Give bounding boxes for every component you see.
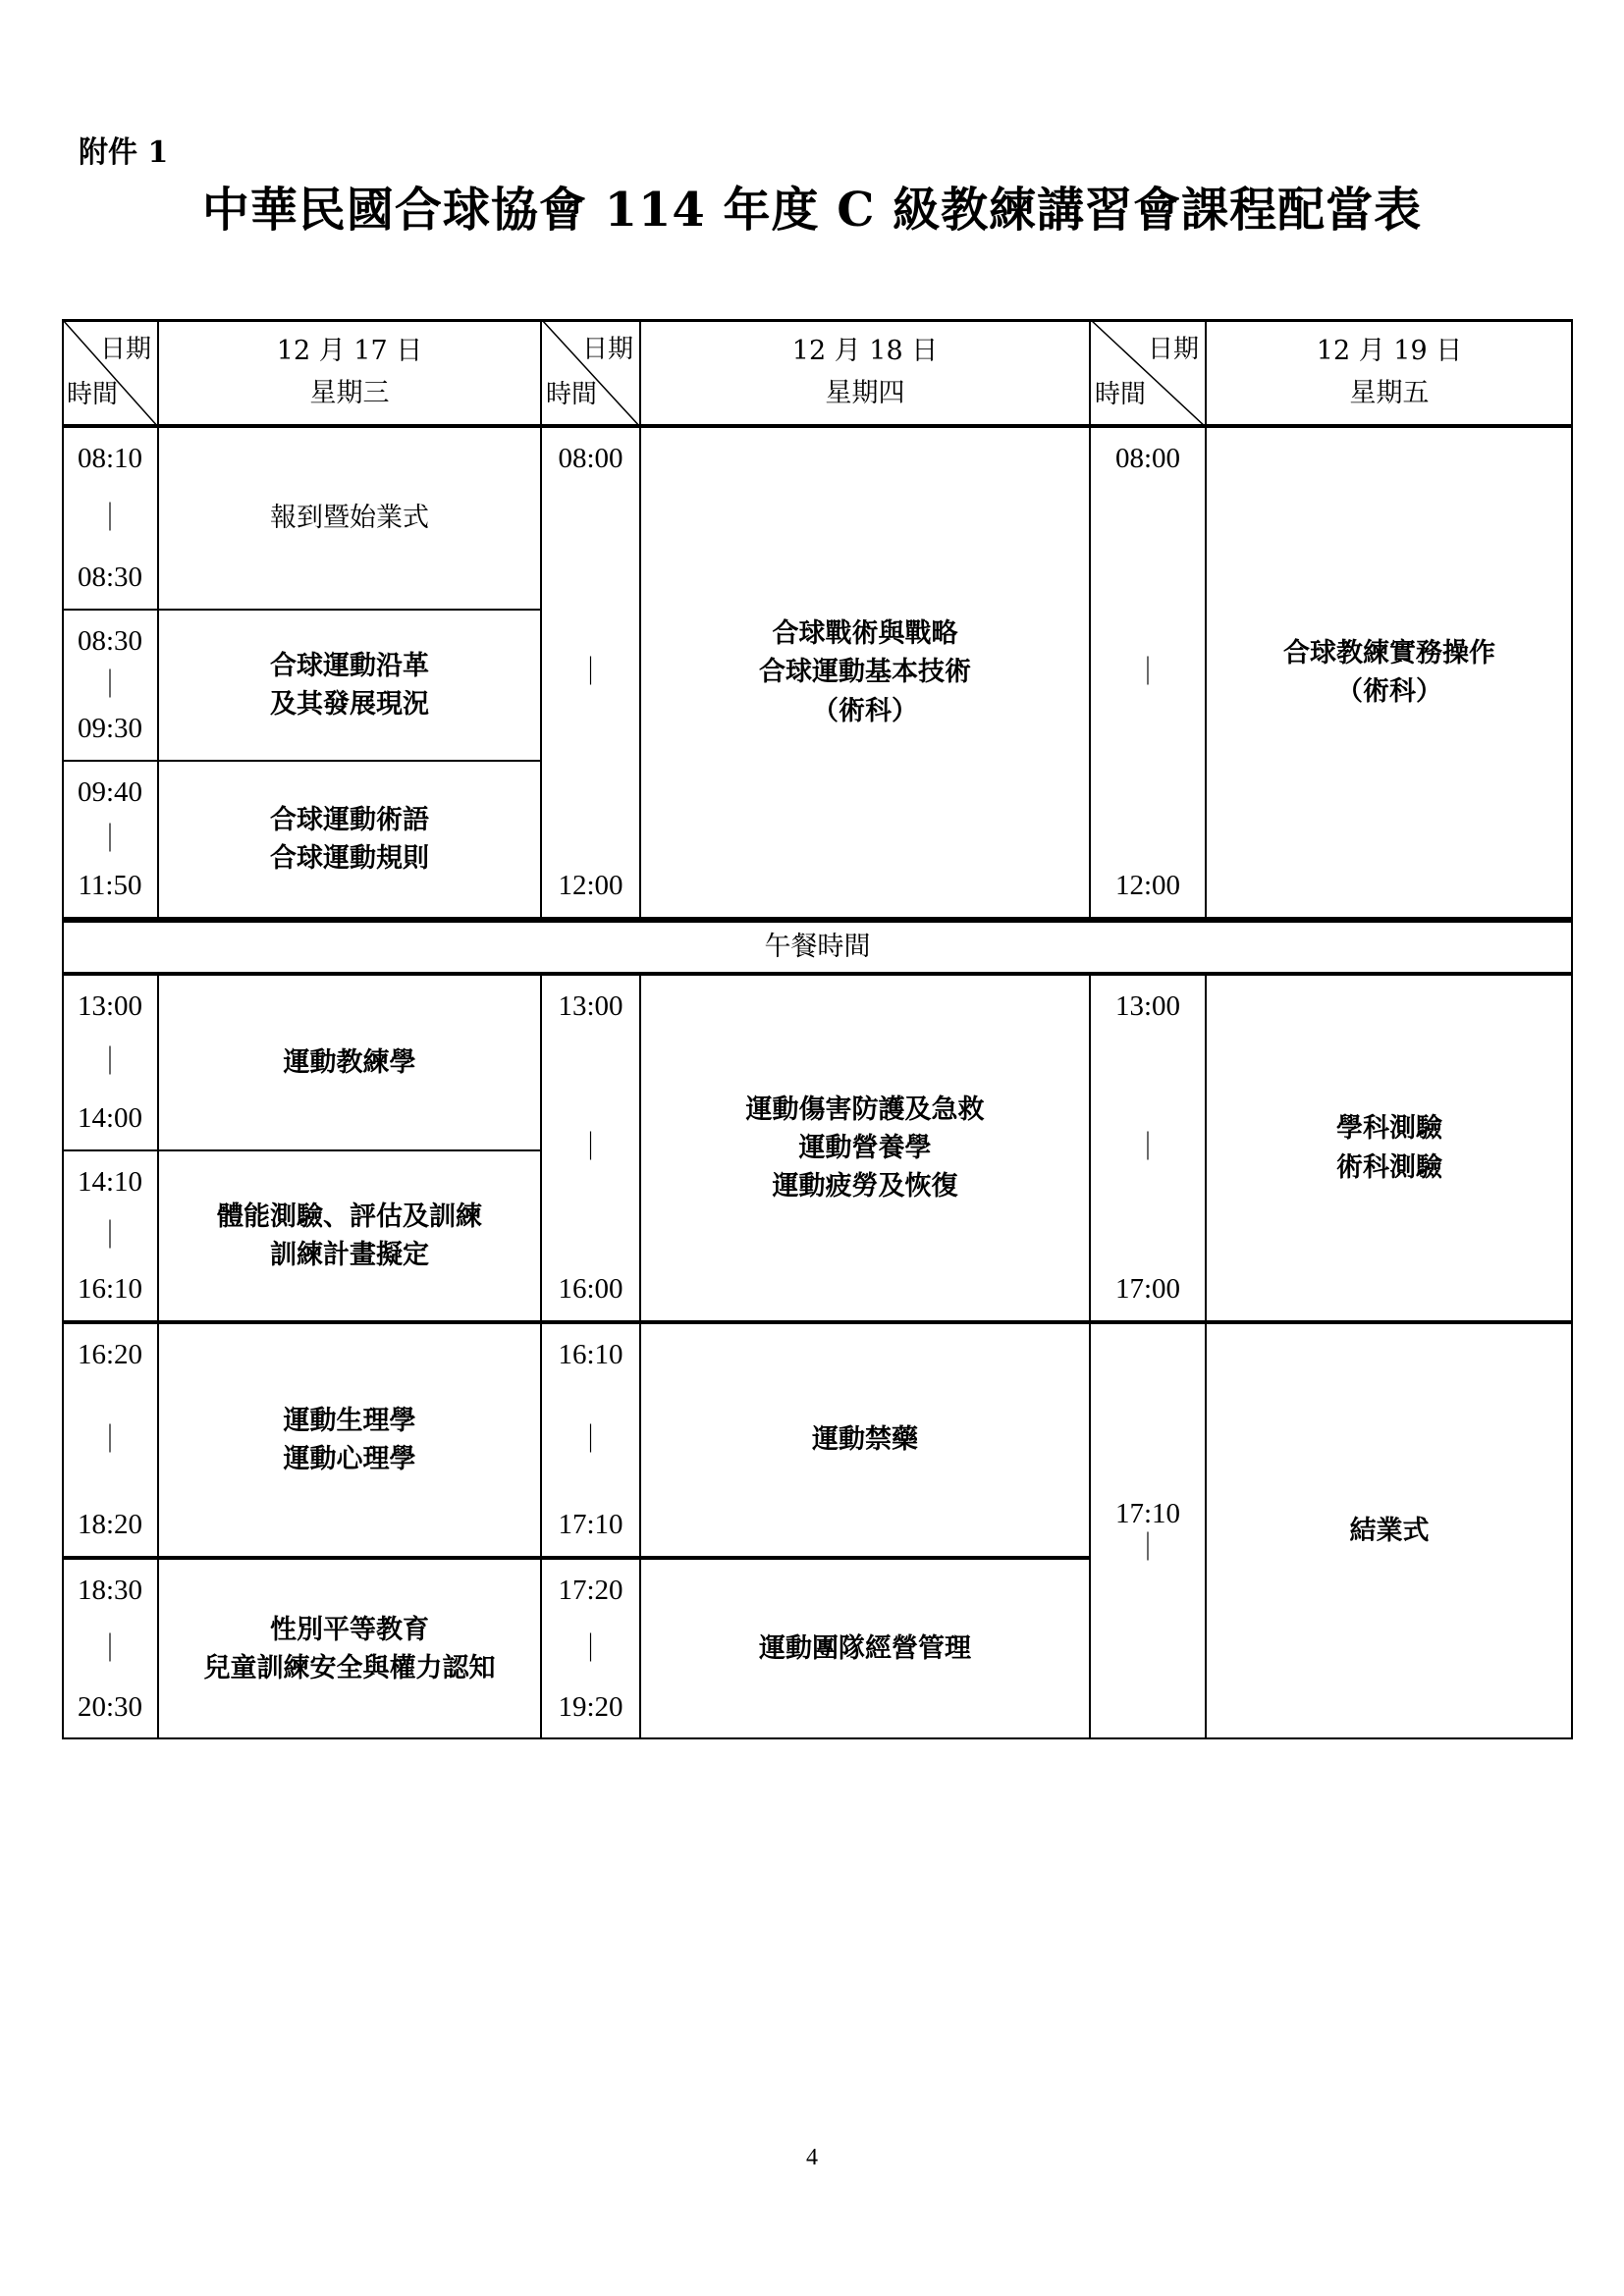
course-name: 運動團隊經營管理: [759, 1633, 971, 1665]
time-slot: [1090, 427, 1206, 920]
time-slot: [62, 1559, 158, 1739]
day-weekday: 星期五: [1349, 377, 1430, 408]
time-start: 08:10: [77, 443, 143, 474]
time-start: 13:00: [1114, 990, 1181, 1022]
day-header: [158, 319, 541, 427]
time-end: 19:20: [558, 1691, 623, 1724]
page-title: 中華民國合球協會 114 年度 C 級教練講習會課程配當表: [201, 183, 1423, 238]
course-cell: [158, 1150, 541, 1323]
day-weekday: 星期四: [825, 377, 905, 408]
corner-time-label: 時間: [67, 380, 119, 410]
course-name: 合球運動規則: [270, 843, 429, 874]
time-slot: [541, 1559, 640, 1739]
course-name: 運動生理學: [283, 1405, 416, 1436]
time-separator: ｜: [1133, 1532, 1163, 1564]
time-start: 17:10: [1114, 1498, 1181, 1530]
time-start: 08:00: [558, 443, 623, 474]
time-end: 08:30: [77, 561, 143, 594]
course-cell: [158, 610, 541, 761]
time-slot: [541, 975, 640, 1323]
header-corner: [541, 319, 640, 427]
course-name: 運動禁藥: [812, 1424, 918, 1456]
time-slot: [62, 427, 158, 610]
course-cell: [640, 427, 1090, 920]
corner-date-label: 日期: [1147, 335, 1199, 364]
course-cell: [1206, 1323, 1573, 1739]
time-slot: [62, 1323, 158, 1559]
course-cell: [640, 1559, 1090, 1739]
corner-date-label: 日期: [581, 335, 633, 364]
page-number: 4: [806, 2145, 818, 2170]
time-start: 18:30: [77, 1575, 143, 1606]
course-name: 及其發展現況: [270, 689, 429, 720]
course-cell: [158, 1559, 541, 1739]
time-start: 14:10: [77, 1166, 143, 1198]
time-slot: [1090, 1323, 1206, 1739]
attachment-label: 附件 1: [79, 135, 169, 170]
day-header: [1206, 319, 1573, 427]
time-separator: ｜: [95, 1423, 125, 1456]
course-name: 結業式: [1349, 1516, 1430, 1547]
time-start: 17:20: [558, 1575, 623, 1606]
course-name: 運動疲勞及恢復: [772, 1171, 958, 1202]
time-end: 11:50: [78, 870, 142, 902]
lunch-label: 午餐時間: [764, 932, 871, 963]
time-start: 16:10: [558, 1339, 623, 1370]
day-header: [640, 319, 1090, 427]
time-slot: [62, 1150, 158, 1323]
course-name: （術科）: [812, 695, 918, 726]
header-corner: [1090, 319, 1206, 427]
day-weekday: 星期三: [309, 377, 390, 408]
time-slot: [62, 975, 158, 1150]
course-name: 運動教練學: [283, 1046, 416, 1078]
time-start: 08:00: [1114, 443, 1181, 474]
time-separator: ｜: [95, 502, 125, 534]
course-name: 運動心理學: [283, 1444, 416, 1474]
time-slot: [1090, 975, 1206, 1323]
course-cell: [158, 975, 541, 1150]
time-separator: ｜: [95, 823, 125, 855]
course-name: 合球運動基本技術: [759, 657, 971, 688]
time-slot: [541, 1323, 640, 1559]
course-name: 報到暨始業式: [270, 503, 429, 534]
time-start: 09:40: [77, 776, 143, 808]
time-separator: ｜: [575, 1132, 605, 1164]
course-name: 性別平等教育: [270, 1614, 429, 1645]
corner-time-label: 時間: [546, 380, 598, 410]
time-separator: ｜: [95, 1632, 125, 1665]
time-slot: [62, 761, 158, 920]
time-slot: [62, 610, 158, 761]
time-start: 13:00: [558, 990, 623, 1022]
course-cell: [158, 1323, 541, 1559]
time-start: 08:30: [77, 625, 143, 657]
course-name: 合球教練實務操作: [1283, 637, 1495, 668]
course-cell: [640, 1323, 1090, 1559]
time-separator: ｜: [95, 1046, 125, 1079]
course-name: （術科）: [1336, 676, 1442, 707]
corner-time-label: 時間: [1095, 380, 1147, 410]
time-end: 09:30: [77, 713, 143, 745]
lunch-row: [62, 920, 1573, 975]
course-name: 體能測驗、評估及訓練: [217, 1201, 482, 1232]
time-separator: ｜: [575, 1423, 605, 1456]
time-start: 13:00: [77, 990, 143, 1022]
time-separator: ｜: [1133, 1132, 1163, 1164]
course-cell: [158, 761, 541, 920]
day-date: 12 月 19 日: [1316, 335, 1463, 366]
time-end: 14:00: [77, 1102, 143, 1135]
course-name: 合球戰術與戰略: [772, 618, 958, 650]
course-name: 訓練計畫擬定: [270, 1240, 429, 1270]
day-date: 12 月 17 日: [276, 335, 423, 366]
course-name: 合球運動沿革: [270, 650, 429, 681]
time-separator: ｜: [95, 668, 125, 701]
time-end: 12:00: [558, 870, 623, 902]
time-end: 20:30: [77, 1691, 143, 1724]
time-end: 16:00: [558, 1273, 623, 1306]
course-name: 兒童訓練安全與權力認知: [203, 1653, 496, 1683]
course-cell: [1206, 427, 1573, 920]
time-start: 16:20: [77, 1339, 143, 1370]
course-name: 合球運動術語: [270, 804, 429, 835]
time-end: 12:00: [1114, 870, 1181, 902]
time-separator: ｜: [95, 1219, 125, 1252]
header-corner: [62, 319, 158, 427]
course-name: 運動營養學: [798, 1132, 932, 1163]
corner-date-label: 日期: [99, 335, 151, 364]
time-separator: ｜: [575, 656, 605, 688]
time-slot: [541, 427, 640, 920]
day-date: 12 月 18 日: [791, 335, 939, 366]
time-separator: ｜: [575, 1632, 605, 1665]
time-end: 16:10: [77, 1273, 143, 1306]
time-end: 17:10: [558, 1509, 623, 1541]
course-name: 運動傷害防護及急救: [745, 1094, 985, 1125]
course-name: 學科測驗: [1336, 1113, 1442, 1145]
course-cell: [158, 427, 541, 610]
course-cell: [1206, 975, 1573, 1323]
time-end: 18:20: [77, 1509, 143, 1541]
time-separator: ｜: [1133, 656, 1163, 688]
time-end: 17:00: [1114, 1273, 1181, 1306]
course-cell: [640, 975, 1090, 1323]
course-name: 術科測驗: [1336, 1151, 1442, 1183]
